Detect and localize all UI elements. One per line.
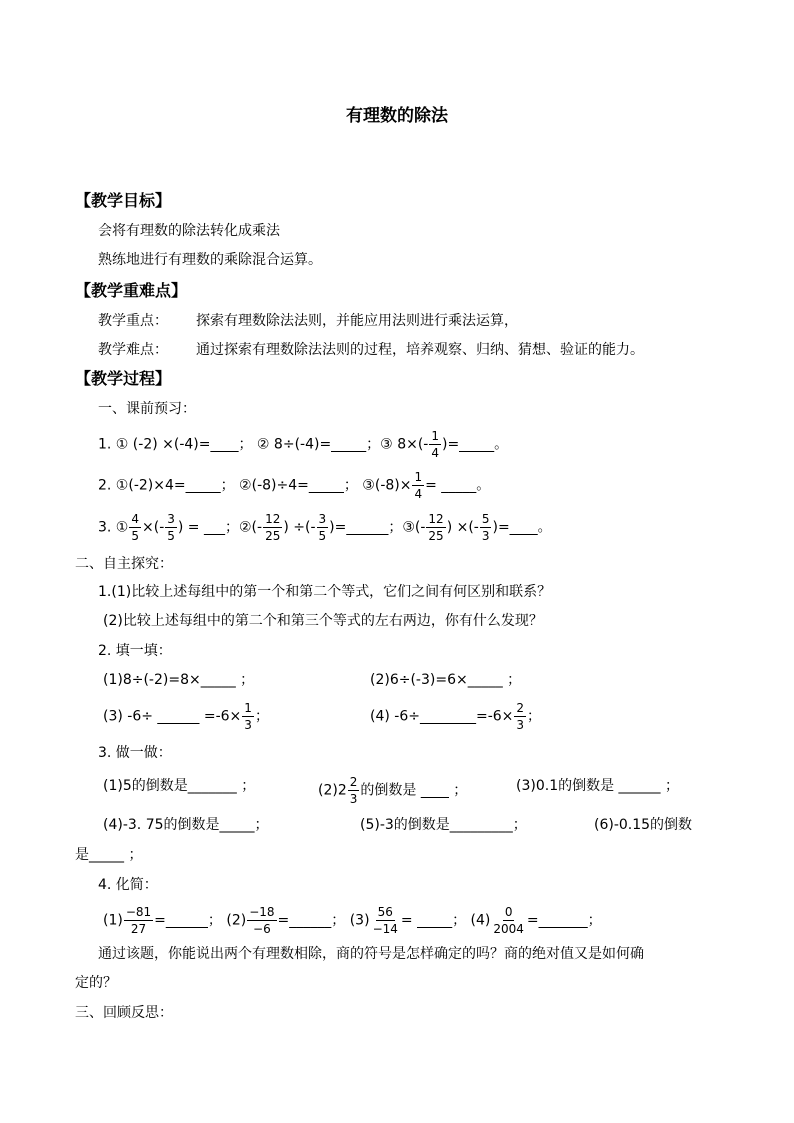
fraction: $\frac{0}{2004}$ xyxy=(493,905,524,936)
reciprocal-item-6: (6)-0.15的倒数 xyxy=(594,817,693,833)
fraction: $\frac{56}{-14}$ xyxy=(372,905,398,936)
fraction: $\frac{-18}{-6}$ xyxy=(249,905,275,936)
fraction: $\frac{12}{25}$ xyxy=(265,512,281,543)
fill-item-3 xyxy=(103,701,269,732)
fraction: $\frac{3}{5}$ xyxy=(318,512,327,543)
process-heading: 【教学过程】 xyxy=(75,369,172,388)
fill-text: (4) -6÷________=-6× xyxy=(370,708,514,725)
simplify-text: = _____； xyxy=(400,912,467,929)
reciprocal-item-2 xyxy=(318,775,467,806)
q3-text: )=______；③(- xyxy=(329,519,426,536)
fill-text: ； xyxy=(254,708,269,725)
objective-item-2: 熟练地进行有理数的乘除混合运算。 xyxy=(98,252,322,268)
q3-text: ) ×(- xyxy=(446,519,479,536)
fill-item-1: (1)8÷(-2)=8×_____ ； xyxy=(103,672,255,688)
reflect-line-2: 定的？ xyxy=(75,975,117,991)
part3-heading: 三、回顾反思： xyxy=(75,1005,173,1021)
fraction: $\frac{2}{3}$ xyxy=(516,701,525,732)
simplify-text: (1) xyxy=(103,912,123,929)
key-points-heading: 【教学重难点】 xyxy=(75,281,188,300)
fraction: $\frac{5}{3}$ xyxy=(481,512,490,543)
difficulty-text: 通过探索有理数除法法则的过程，培养观察、归纳、猜想、验证的能力。 xyxy=(196,342,644,358)
fraction: $\frac{2}{3}$ xyxy=(349,775,358,806)
objective-item-1: 会将有理数的除法转化成乘法 xyxy=(98,223,280,239)
reciprocal-text: (2)2 xyxy=(318,782,347,799)
q3-text: 3. ① xyxy=(98,519,129,536)
fraction: $\frac{3}{5}$ xyxy=(167,512,175,543)
fill-heading: 2. 填一填： xyxy=(98,643,172,659)
q3-text: ) ÷(- xyxy=(283,519,316,536)
explore-question-1-2: (2)比较上述每组中的第二个和第三个等式的左右两边，你有什么发现？ xyxy=(103,613,543,629)
q1-text-b: )=_____。 xyxy=(441,436,509,453)
q2-text-b: = _____。 xyxy=(425,477,491,494)
focus-text: 探索有理数除法法则，并能应用法则进行乘法运算， xyxy=(196,313,518,329)
fraction: $\frac{1}{4}$ xyxy=(431,429,439,460)
q2-text-a: 2. ①(-2)×4=_____； ②(-8)÷4=_____； ③(-8)× xyxy=(98,477,412,494)
fraction: $\frac{12}{25}$ xyxy=(428,512,444,543)
reciprocal-item-5: (5)-3的倒数是_________； xyxy=(360,817,527,833)
objectives-heading: 【教学目标】 xyxy=(75,191,172,210)
part1-heading: 一、课前预习： xyxy=(98,401,196,417)
simplify-text: (4) xyxy=(470,912,491,929)
reflect-line-1: 通过该题，你能说出两个有理数相除，商的符号是怎样确定的吗？商的绝对值又是如何确 xyxy=(98,946,644,962)
simplify-text: =______； xyxy=(154,912,222,929)
reciprocal-item-4: (4)-3. 75的倒数是_____； xyxy=(103,817,269,833)
fraction: $\frac{4}{5}$ xyxy=(131,512,139,543)
fill-item-2: (2)6÷(-3)=6×_____ ； xyxy=(370,672,522,688)
q3-text: ) = ___；②(- xyxy=(177,519,263,536)
simplify-text: =_______； xyxy=(526,912,602,929)
reciprocal-item-1: (1)5的倒数是_______ ； xyxy=(103,778,256,794)
simplify-text: (3) xyxy=(349,912,370,929)
simplify-items xyxy=(103,905,602,936)
preview-question-3 xyxy=(98,512,552,543)
simplify-text: (2) xyxy=(226,912,247,929)
reciprocal-item-6-cont: 是_____ ； xyxy=(75,847,143,863)
preview-question-2 xyxy=(98,470,490,501)
part2-heading: 二、自主探究： xyxy=(75,556,173,572)
fraction: $\frac{1}{4}$ xyxy=(414,470,423,501)
fraction: $\frac{-81}{27}$ xyxy=(125,905,152,936)
q3-text: )=____。 xyxy=(492,519,552,536)
fill-text: (3) -6÷ ______ =-6× xyxy=(103,708,242,725)
reciprocal-item-3: (3)0.1的倒数是 ______ ； xyxy=(516,778,679,794)
difficulty-label: 教学难点： xyxy=(98,342,168,358)
explore-question-1-1: 1.(1)比较上述每组中的第一个和第二个等式，它们之间有何区别和联系？ xyxy=(98,584,552,600)
reciprocal-text: 的倒数是 ____ ； xyxy=(360,782,468,799)
fill-text: ； xyxy=(527,708,542,725)
focus-label: 教学重点： xyxy=(98,313,168,329)
q3-text: ×(- xyxy=(142,519,165,536)
simplify-text: =______； xyxy=(277,912,346,929)
fill-item-4 xyxy=(370,701,541,732)
q1-text-a: 1. ① (-2) ×(-4)=____； ② 8÷(-4)=_____；③ 8×(- xyxy=(98,436,429,453)
preview-question-1 xyxy=(98,429,508,460)
simplify-heading: 4. 化简： xyxy=(98,877,158,893)
fraction: $\frac{1}{3}$ xyxy=(244,701,252,732)
try-heading: 3. 做一做： xyxy=(98,745,172,761)
page-title: 有理数的除法 xyxy=(346,106,448,126)
